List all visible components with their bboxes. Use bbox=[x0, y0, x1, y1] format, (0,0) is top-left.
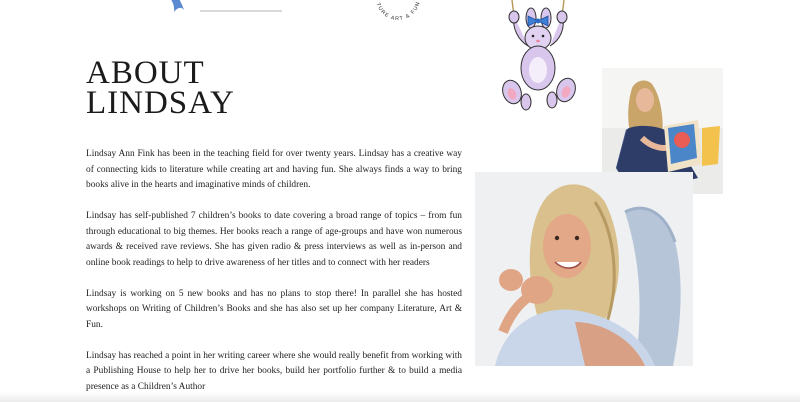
blue-brush-icon bbox=[165, 0, 187, 18]
bio-text bbox=[86, 147, 462, 402]
top-divider bbox=[200, 10, 282, 12]
site-logo[interactable] bbox=[366, 0, 430, 30]
title-line-2: LINDSAY bbox=[86, 85, 235, 121]
bio-paragraph-2: Lindsay has self-published 7 children’s books to date covering a broad range of topics – from fun through educational to big themes. Her books reach a range of age-groups and have won numerous awards & received rave reviews. She has given radio & press interviews as well as in-person and online book readings to help to drive awareness of her titles and to connect with her readers bbox=[86, 211, 462, 268]
svg-text:TURE ART & FUN bbox=[375, 1, 422, 22]
bio-paragraph-1: Lindsay Ann Fink has been in the teaching field for over twenty years. Lindsay has a creative way of connecting kids to literature while creating art and having fun. She always finds a way to bring books alive in the hearts and imaginative minds of children. bbox=[86, 149, 462, 190]
logo-ring-text: TURE ART & FUN bbox=[374, 0, 422, 23]
page-title bbox=[86, 55, 235, 121]
bunny-illustration bbox=[498, 0, 580, 116]
bio-paragraph-4: Lindsay has reached a point in her writing career where she would really benefit from working with a Publishing House to help her to drive her books, build her portfolio further & to build a media presence as a Children’s Author bbox=[86, 350, 462, 392]
footer-shadow bbox=[0, 392, 800, 402]
title-line-1: ABOUT bbox=[86, 55, 205, 91]
bio-paragraph-3: Lindsay is working on 5 new books and has no plans to stop there! In parallel she has hosted workshops on Writing of Children’s Books and she has also set up her company Literature, Art & Fun. bbox=[86, 288, 462, 330]
lindsay-portrait-photo bbox=[475, 172, 693, 366]
